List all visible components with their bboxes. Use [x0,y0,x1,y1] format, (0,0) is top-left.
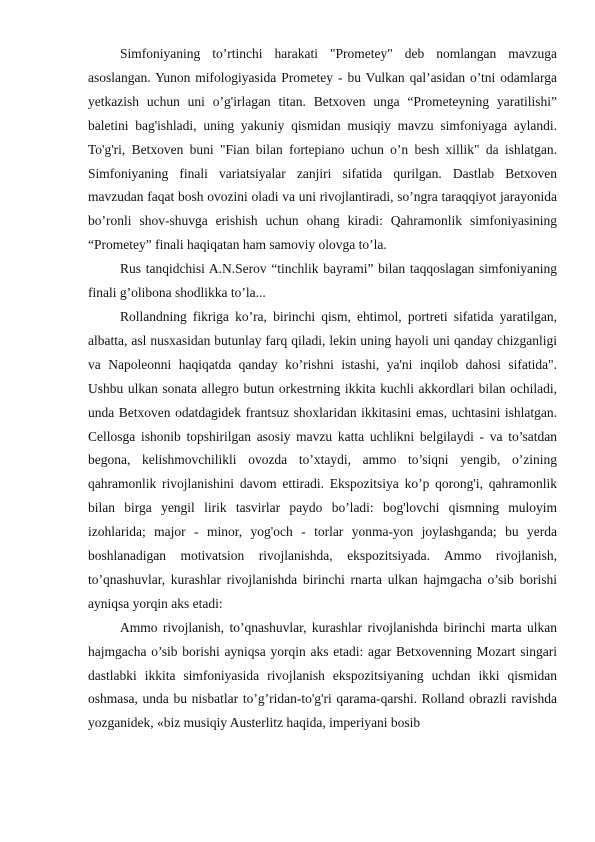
paragraph-rolland-first-movement: Rollandning fikriga ko’ra, birinchi qism, ehtimol, portreti sifatida yaratilgan, albatta, asl nusxasidan butunlay farq qiladi, lekin uning hayoli uni qanday chizganligi va Napoleonni haqiqatda qanday ko’rishni istashi, ya'ni inqilob dahosi sifatida". Ushbu ulkan sonata allegro butun orkestrning ikkita kuchli akkordlari bilan ochiladi, unda Betxoven odatdagidek frantsuz shoxlaridan ikkitasini emas, uchtasini ishlatgan. Cellosga ishonib topshirilgan asosiy mavzu katta uchlikni belgilaydi - va to’satdan begona, kelishmovchilikli ovozda to’xtaydi, ammo to’siqni yengib, o’zining qahramonlik rivojlanishini davom ettiradi. Ekspozitsiya ko’p qorong'i, qahramonlik bilan birga yengil lirik tasvirlar paydo bo’ladi: bog'lovchi qismning muloyim izohlarida; major - minor, yog'och - torlar yonma-yon joylashganda; bu yerda boshlanadigan motivatsion rivojlanishda, ekspozitsiyada. Ammo rivojlanish, to’qnashuvlar, kurashlar rivojlanishda birinchi rnarta ulkan hajmgacha o’sib borishi ayniqsa yorqin aks etadi: [88,308,557,611]
document-page [88,42,557,735]
paragraph-development-growth: Ammo rivojlanish, to’qnashuvlar, kurashlar rivojlanishda birinchi marta ulkan hajmgacha o’sib borishi ayniqsa yorqin aks etadi: agar Betxovenning Mozart singari dastlabki ikkita simfoniyasida rivojlanish ekspozitsiyaning uchdan ikki qismidan oshmasa, unda bu nisbatlar to’g’ridan-to'g'ri qarama-qarshi. Rolland obrazli ravishda yozganidek, «biz musiqiy Austerlitz haqida, imperiyani bosib [88,619,557,731]
paragraph-serov-comparison: Rus tanqidchisi A.N.Serov “tinchlik bayrami” bilan taqqoslagan simfoniyaning finali g’olibona shodlikka to’la... [88,261,557,301]
paragraph-prometheus-finale: Simfoniyaning to’rtinchi harakati "Prometey" deb nomlangan mavzuga asoslangan. Yunon mifologiyasida Prometey - bu Vulkan qal’asidan o’tni odamlarga yetkazish uchun uni o’g'irlagan titan. Betxoven unga “Prometeyning yaratilishi” baletini bag'ishladi, uning yakuniy qismidan musiqiy mavzu simfoniyaga aylandi. To'g'ri, Betxoven buni "Fian bilan fortepiano uchun o’n besh xillik" da ishlatgan. Simfoniyaning finali variatsiyalar zanjiri sifatida qurilgan. Dastlab Betxoven mavzudan faqat bosh ovozini oladi va uni rivojlantiradi, so’ngra taraqqiyot jarayonida bo’ronli shov-shuvga erishish uchun ohang kiradi: Qahramonlik simfoniyasining “Prometey” finali haqiqatan ham samoviy olovga to’la. [88,46,557,253]
